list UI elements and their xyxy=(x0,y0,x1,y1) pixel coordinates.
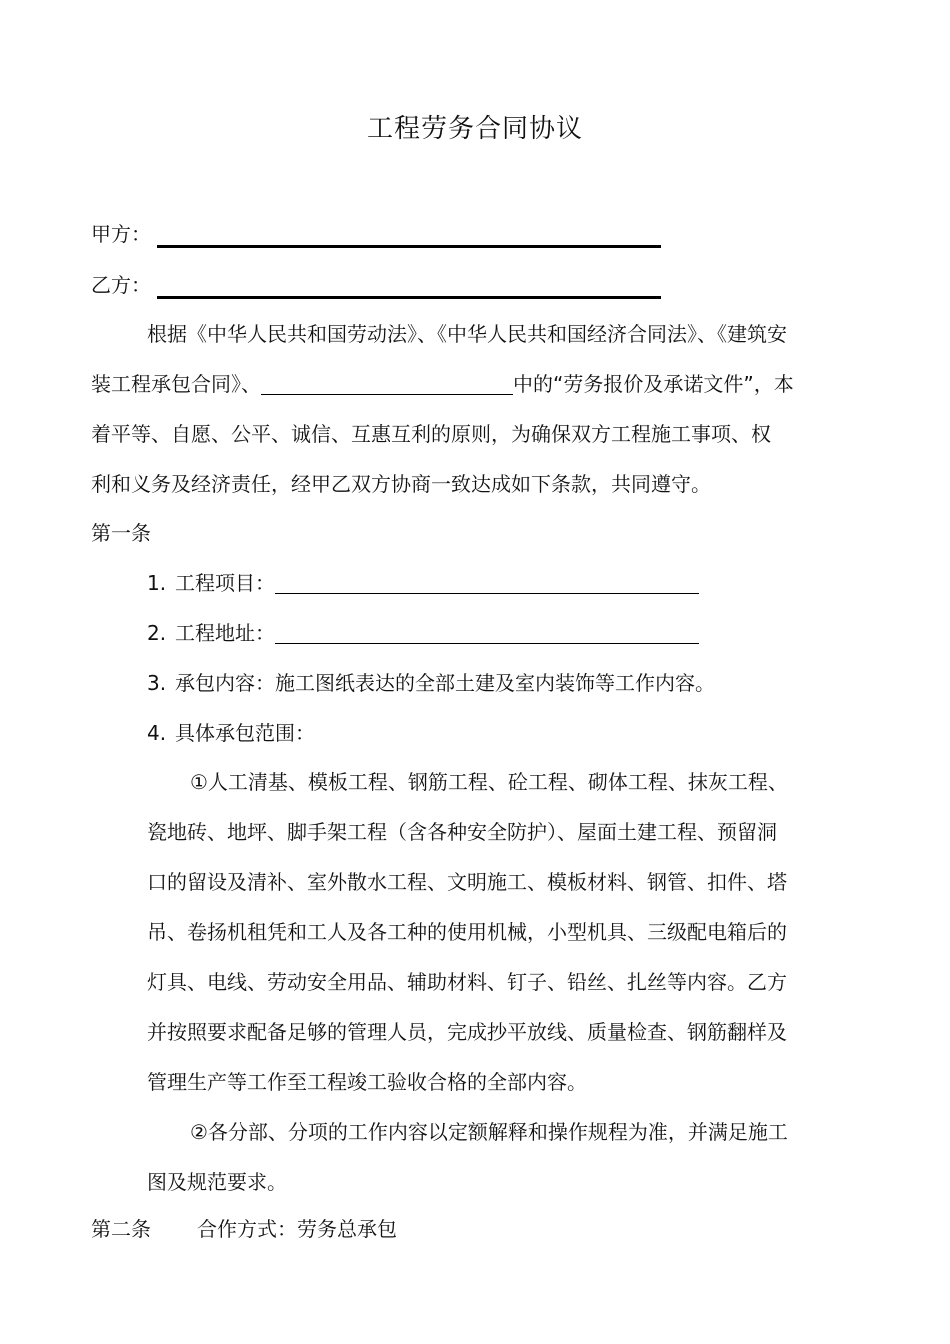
list-item xyxy=(147,620,927,646)
party-b-blank xyxy=(157,296,661,299)
project-address-blank xyxy=(275,643,699,644)
list-item xyxy=(147,670,927,696)
list-item-text: 工程地址： xyxy=(175,621,275,645)
scope-1-line: 并按照要求配备足够的管理人员，完成抄平放线、质量检查、钢筋翻样及 xyxy=(147,1020,787,1044)
project-name-blank xyxy=(275,593,699,594)
list-item-number: 3. xyxy=(147,671,167,695)
list-item xyxy=(147,570,927,596)
scope-1-line: ①人工清基、模板工程、钢筋工程、砼工程、砌体工程、抹灰工程、 xyxy=(190,770,788,794)
list-item-number: 2. xyxy=(147,621,167,645)
party-b-label: 乙方： xyxy=(91,273,151,297)
preamble-line-2-before: 装工程承包合同》、 xyxy=(91,372,261,396)
party-a-blank xyxy=(157,245,661,248)
list-item-number: 1. xyxy=(147,571,167,595)
list-item-number: 4. xyxy=(147,721,167,745)
article-2-row xyxy=(91,1216,871,1242)
article-2-text: 合作方式：劳务总承包 xyxy=(197,1217,397,1241)
preamble-line-1: 根据《中华人民共和国劳动法》、《中华人民共和国经济合同法》、《建筑安 xyxy=(147,322,787,346)
scope-1-line: 口的留设及清补、室外散水工程、文明施工、模板材料、钢管、扣件、塔 xyxy=(147,870,787,894)
scope-1-line: 灯具、电线、劳动安全用品、辅助材料、钉子、铅丝、扎丝等内容。乙方 xyxy=(147,970,787,994)
party-b-row xyxy=(91,272,871,298)
article-2-heading: 第二条 xyxy=(91,1217,151,1241)
scope-2-line: 图及规范要求。 xyxy=(147,1170,287,1194)
preamble-line-4: 利和义务及经济责任，经甲乙双方协商一致达成如下条款，共同遵守。 xyxy=(91,472,711,496)
list-item-text: 具体承包范围： xyxy=(175,721,315,745)
list-item-text: 承包内容：施工图纸表达的全部土建及室内装饰等工作内容。 xyxy=(175,671,715,695)
document-title: 工程劳务合同协议 xyxy=(366,114,583,144)
list-item xyxy=(147,720,927,746)
preamble-line-2 xyxy=(91,371,871,397)
scope-1-line: 吊、卷扬机租凭和工人及各工种的使用机械，小型机具、三级配电箱后的 xyxy=(147,920,787,944)
scope-2-line: ②各分部、分项的工作内容以定额解释和操作规程为准，并满足施工 xyxy=(190,1120,788,1144)
article-1-heading: 第一条 xyxy=(91,521,151,545)
list-item-text: 工程项目： xyxy=(175,571,275,595)
scope-1-line: 管理生产等工作至工程竣工验收合格的全部内容。 xyxy=(147,1070,587,1094)
preamble-line-2-after: 中的“劳务报价及承诺文件”，本 xyxy=(513,372,794,396)
scope-1-line: 瓷地砖、地坪、脚手架工程（含各种安全防护）、屋面土建工程、预留洞 xyxy=(147,820,777,844)
contract-name-blank xyxy=(261,394,513,395)
preamble-line-3: 着平等、自愿、公平、诚信、互惠互利的原则，为确保双方工程施工事项、权 xyxy=(91,422,771,446)
party-a-label: 甲方： xyxy=(91,222,151,246)
party-a-row xyxy=(91,221,871,247)
